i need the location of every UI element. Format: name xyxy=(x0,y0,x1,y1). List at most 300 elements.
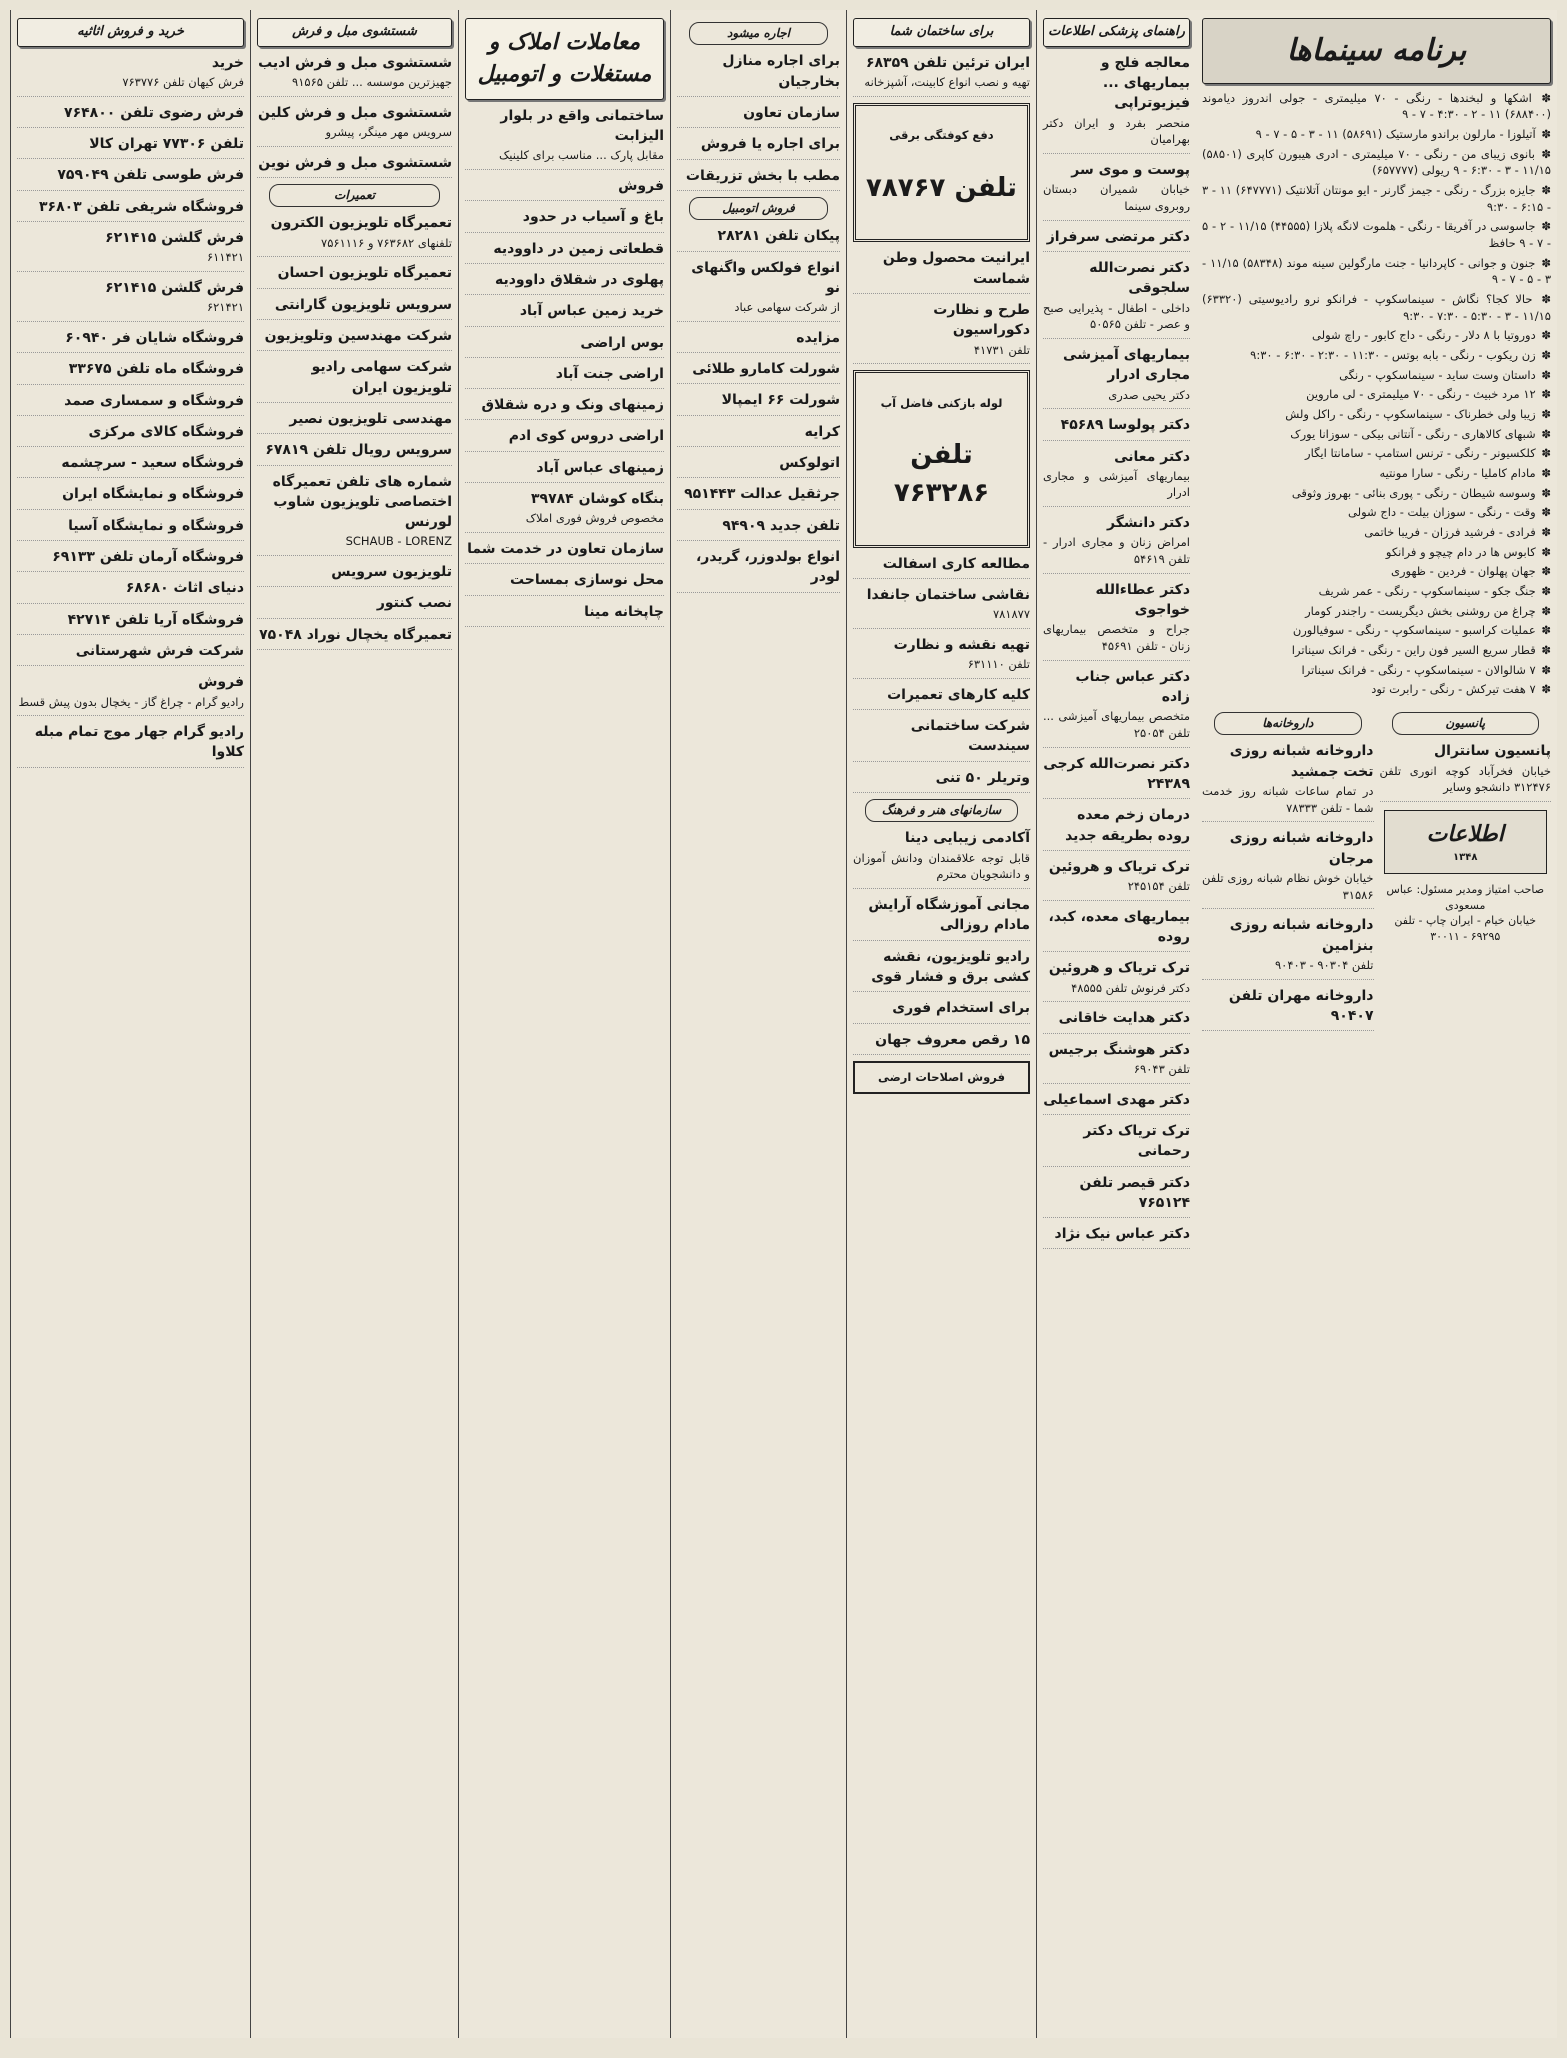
ad-item xyxy=(1043,580,1190,661)
cinema-listing xyxy=(1202,218,1551,251)
ad-title: شورلت ۶۶ ایمپالا xyxy=(721,392,840,409)
ad-title: جرثقیل عدالت ۹۵۱۴۴۳ xyxy=(684,486,840,503)
cinema-listing-text: داستان وست ساید - سینماسکوپ - رنگی xyxy=(1339,367,1536,382)
star-icon: ✽ xyxy=(1537,564,1551,579)
section-header-cinema: برنامه سینماها xyxy=(1202,18,1551,84)
ad-item xyxy=(853,635,1030,679)
ad-title: دفع کوفتگی برقی xyxy=(889,128,994,143)
ad-item xyxy=(465,602,664,627)
ad-title: فروشگاه آریا تلفن ۴۲۷۱۴ xyxy=(67,611,244,628)
ad-title: دکتر پولوسا ۴۵۶۸۹ xyxy=(1060,417,1190,434)
ad-item xyxy=(17,453,244,478)
ad-text: بیماریهای آمیزشی و مجاری ادرار xyxy=(1043,468,1190,500)
ad-title: فرش رضوی تلفن ۷۶۴۸۰۰ xyxy=(64,104,244,121)
star-icon: ✽ xyxy=(1537,485,1551,500)
ad-title: فرش طوسی تلفن ۷۵۹۰۴۹ xyxy=(57,167,244,184)
logo-year: ۱۳۴۸ xyxy=(1453,851,1478,863)
ad-item xyxy=(1043,1008,1190,1033)
star-icon: ✽ xyxy=(1537,387,1551,402)
ad-title: شرکت سهامی رادیو تلویزیون ایران xyxy=(311,359,452,396)
ad-title: شرکت فرش شهرستانی xyxy=(75,642,244,659)
ad-text: مخصوص فروش فوری املاک xyxy=(525,511,664,526)
ad-item xyxy=(1043,1121,1190,1167)
ad-item xyxy=(17,610,244,635)
ad-title: چاپخانه مینا xyxy=(584,603,664,620)
ad-title: سازمان تعاون xyxy=(743,104,840,121)
cinema-listing xyxy=(1202,662,1551,679)
ad-item xyxy=(677,103,840,128)
ad-title: اراضی دروس کوی ادم xyxy=(508,428,664,445)
ad-item xyxy=(17,359,244,384)
ad-title: داروخانه شبانه روزی تخت جمشید xyxy=(1229,743,1374,780)
section-header-cleaning: شستشوی مبل و فرش xyxy=(257,18,452,47)
cinema-listing-text: ۱۲ مرد خبیث - رنگی - ۷۰ میلیمتری - لی ماروین xyxy=(1306,387,1536,402)
ad-item xyxy=(465,301,664,326)
pharmacy-block xyxy=(1202,706,1374,1037)
ad-item xyxy=(257,295,452,320)
ad-item xyxy=(677,258,840,322)
ad-title: نصب کنتور xyxy=(376,595,452,612)
ad-title: تعمیرگاه تلویزیون احسان xyxy=(277,265,452,282)
ad-item xyxy=(853,1030,1030,1055)
ad-text: SCHAUB - LORENZ xyxy=(345,534,452,549)
ad-item xyxy=(257,153,452,178)
ad-item xyxy=(1043,958,1190,1002)
ad-title: داروخانه شبانه روزی مرجان xyxy=(1229,830,1374,867)
ad-title: دکتر عطاءالله خواجوی xyxy=(1095,581,1190,619)
ad-item xyxy=(17,165,244,190)
ad-title: دنیای اثاث ۶۸۶۸۰ xyxy=(125,580,244,597)
ad-item xyxy=(17,722,244,768)
tv-ads xyxy=(257,213,452,650)
cinema-listing-text: ۷ هفت تیرکش - رنگی - رابرت تود xyxy=(1371,682,1536,697)
ad-item xyxy=(853,53,1030,97)
ad-item xyxy=(257,213,452,257)
art-ads xyxy=(853,828,1030,1054)
ad-title: دکتر نصرت‌الله سلجوقی xyxy=(1089,260,1190,297)
ad-item xyxy=(1202,828,1374,909)
ad-item xyxy=(257,562,452,587)
ad-item xyxy=(853,895,1030,941)
ad-item xyxy=(677,516,840,541)
section-header-art: سازمانهای هنر و فرهنگ xyxy=(865,799,1018,822)
ad-item xyxy=(1043,513,1190,574)
rental-ads xyxy=(677,51,840,190)
star-icon: ✽ xyxy=(1537,446,1551,461)
cinema-listing-text: کابوس ها در دام چیچو و فرانکو xyxy=(1385,544,1536,559)
cinema-listing xyxy=(1202,182,1551,215)
ad-item xyxy=(853,828,1030,889)
ad-title: بوس اراضی xyxy=(580,334,664,351)
ad-title: لوله بازکنی فاضل آب xyxy=(880,395,1003,410)
ad-title: فرش گلشن ۶۲۱۴۱۵ xyxy=(105,279,244,296)
star-icon: ✽ xyxy=(1537,219,1551,234)
ad-item xyxy=(17,578,244,603)
ad-text: ۶۲۱۴۲۱ xyxy=(206,300,244,315)
ad-text: تلفن ۷۸۷۶۷ xyxy=(866,172,1017,203)
ad-item xyxy=(677,166,840,191)
ad-title: کلیه کارهای تعمیرات xyxy=(887,686,1030,703)
ad-title: دکتر عباس جناب زاده xyxy=(1075,668,1190,706)
ad-title: اراضی جنت آباد xyxy=(555,365,664,382)
ad-title: فروشگاه و نمایشگاه ایران xyxy=(62,486,244,503)
section-header-furniture: خرید و فروش اثاثیه xyxy=(17,18,244,47)
ad-item xyxy=(677,453,840,478)
ad-item xyxy=(465,570,664,595)
ad-text: رادیو گرام - چراغ گاز - یخچال بدون پیش قسط xyxy=(18,694,244,709)
section-header-pharmacy: داروخانه‌ها xyxy=(1214,712,1362,735)
ad-text: تلفن ۹۰۳۰۴ - ۹۰۴۰۳ xyxy=(1275,957,1374,972)
cinema-listing xyxy=(1202,544,1551,561)
ad-item xyxy=(1202,915,1374,979)
star-icon: ✽ xyxy=(1533,90,1552,105)
ad-item xyxy=(465,426,664,451)
section-header-doctors: راهنمای پزشکی اطلاعات xyxy=(1043,18,1190,47)
cinema-listing xyxy=(1202,681,1551,698)
column-building-art xyxy=(846,10,1036,2038)
cinema-listing xyxy=(1202,426,1551,443)
pension-text: خیابان فخرآباد کوچه انوری تلفن ۳۱۲۴۷۶ دانشجو وسایر xyxy=(1379,763,1551,795)
ad-title: انواع بولدوزر، گریدر، لودر xyxy=(695,548,840,586)
ad-item xyxy=(257,357,452,403)
ad-item xyxy=(17,197,244,222)
cinema-listing xyxy=(1202,386,1551,403)
ad-title: فروشگاه آرمان تلفن ۶۹۱۳۳ xyxy=(52,549,244,566)
ad-title: شورلت کامارو طلائی xyxy=(692,361,840,378)
ad-title: خرید xyxy=(211,54,244,71)
ad-item xyxy=(257,53,452,97)
ad-item xyxy=(1202,741,1374,822)
ad-text: ۷۸۱۸۷۷ xyxy=(992,607,1030,622)
ad-title: مجانی آموزشگاه آرایش مادام روزالی xyxy=(868,897,1030,934)
ad-title: ۱۵ رقص معروف جهان xyxy=(875,1031,1030,1048)
ad-item xyxy=(465,539,664,564)
ad-title: مزایده xyxy=(796,329,840,346)
cinema-listing-text: مادام کاملیا - رنگی - سارا مونتیه xyxy=(1379,465,1536,480)
ad-item xyxy=(17,328,244,353)
ad-item xyxy=(677,422,840,447)
pharmacy-ads xyxy=(1202,741,1374,1031)
cinema-listing xyxy=(1202,367,1551,384)
ad-title: شستشوی مبل و فرش نوین xyxy=(258,154,452,171)
ad-title: ایران ترئین تلفن ۶۸۳۵۹ xyxy=(865,54,1030,71)
car-ads xyxy=(677,226,840,592)
star-icon: ✽ xyxy=(1537,682,1551,697)
ad-item xyxy=(677,51,840,97)
cinema-listing-text: جنون و جوانی - کاپردانیا - جنت مارگولین سینه موند (۵۸۳۴۸) ۱۱/۱۵ - ۳ - ۵ - ۷ - ۹ xyxy=(1202,255,1551,287)
star-icon: ✽ xyxy=(1537,505,1551,520)
star-icon: ✽ xyxy=(1537,465,1551,480)
section-header-pension: پانسیون xyxy=(1392,712,1540,735)
ad-item xyxy=(257,326,452,351)
ad-text: تلفن ۲۴۵۱۵۴ xyxy=(1127,879,1190,894)
ad-text: تلفنهای ۷۶۳۶۸۲ و ۷۵۶۱۱۱۶ xyxy=(321,235,452,250)
ad-item xyxy=(465,270,664,295)
ad-title: فروشگاه سعید - سرچشمه xyxy=(61,455,244,472)
ad-title: کرایه xyxy=(804,423,840,440)
ad-item xyxy=(853,716,1030,762)
cinema-listing-text: حالا کجا؟ نگاش - سینماسکوپ - فرانکو نرو رادیوسیتی (۶۳۳۲۰) ۱۱/۱۵ - ۳ - ۵:۳۰ - ۷:۳۰ - ۹:۳۰ xyxy=(1202,291,1551,323)
ad-title: فروشگاه کالای مرکزی xyxy=(88,423,244,440)
ad-item xyxy=(257,625,452,650)
ad-title: تعمیرگاه تلویزیون الکترون xyxy=(270,215,452,232)
star-icon: ✽ xyxy=(1537,406,1551,421)
ad-text: خیابان خوش نظام شبانه روزی تلفن ۳۱۵۸۶ xyxy=(1202,870,1374,902)
land-reform-box: فروش اصلاحات ارضی xyxy=(853,1061,1030,1094)
ad-item xyxy=(853,998,1030,1023)
ad-item xyxy=(853,554,1030,579)
ad-item xyxy=(853,248,1030,294)
cinema-listing xyxy=(1202,465,1551,482)
star-icon: ✽ xyxy=(1537,126,1551,141)
ad-title: دکتر هدایت خاقانی xyxy=(1058,1010,1190,1027)
ad-title: تلفن جدید ۹۴۹۰۹ xyxy=(722,517,840,534)
cinema-listing xyxy=(1202,445,1551,462)
ad-item xyxy=(1043,805,1190,851)
ad-text: جهیزترین موسسه ... تلفن ۹۱۵۶۵ xyxy=(292,75,452,90)
ad-title: ترک تریاک دکتر رحمانی xyxy=(1083,1122,1190,1160)
cinema-listings xyxy=(1202,90,1551,699)
ad-item xyxy=(257,409,452,434)
section-header-realestate: معاملات املاک و مستغلات و اتومبیل xyxy=(465,18,664,100)
ad-title: باغ و آسیاب در حدود xyxy=(522,209,664,226)
cinema-listing-text: وقت - رنگی - سوزان بیلت - داج شولی xyxy=(1348,505,1536,520)
ad-text: دکتر یحیی صدری xyxy=(1108,387,1190,402)
ad-item xyxy=(465,489,664,533)
ad-title: آکادمی زیبایی دینا xyxy=(904,830,1030,847)
ad-text: تهیه و نصب انواع کابینت، آشپزخانه xyxy=(864,75,1030,90)
section-header-building: برای ساختمان شما xyxy=(853,18,1030,47)
ad-title: فروشگاه و سمساری صمد xyxy=(64,392,244,409)
newspaper-logo xyxy=(1384,810,1548,874)
ad-item xyxy=(677,226,840,251)
ad-title: مطالعه کاری اسفالت xyxy=(882,555,1030,572)
cinema-listing-text: جاسوسی در آفریقا - رنگی - هلموت لانگه پلازا (۴۴۵۵۵) ۱۱/۱۵ - ۲ - ۵ - ۷ - ۹ حافظ xyxy=(1202,219,1551,250)
cinema-listing xyxy=(1202,603,1551,620)
ad-title: مهندسی تلویزیون نصیر xyxy=(289,410,452,427)
ad-title: شماره های تلفن تعمیرگاه اختصاصی تلویزیون شاوب لورنس xyxy=(272,473,452,531)
publisher-name: صاحب امتیاز ومدیر مسئول: عباس مسعودی xyxy=(1386,883,1545,912)
cinema-listing-text: وسوسه شیطان - رنگی - پوری بنائی - بهروز وثوقی xyxy=(1291,485,1536,500)
ad-item xyxy=(1043,447,1190,508)
logo-text: اطلاعات xyxy=(1426,822,1504,848)
ad-title: پیکان تلفن ۲۸۲۸۱ xyxy=(717,228,840,245)
ad-text: خیابان شمیران دبستان روبروی سینما xyxy=(1043,182,1190,214)
cinema-listing-text: جنگ جکو - سینماسکوپ - رنگی - عمر شریف xyxy=(1318,583,1536,598)
cinema-listing-text: شبهای کالاهاری - رنگی - آنتانی بیکی - سوزانا یورک xyxy=(1290,426,1536,441)
ad-item xyxy=(677,134,840,159)
ad-item xyxy=(17,53,244,97)
ad-text: فرش کیهان تلفن ۷۶۳۷۷۶ xyxy=(122,75,244,90)
star-icon: ✽ xyxy=(1537,662,1551,677)
cinema-listing-text: اشکها و لبخندها - رنگی - ۷۰ میلیمتری - جولی اندروز دیاموند (۶۸۸۴۰۰) ۱۱ - ۲ - ۴:۳۰ - ۷ - ۹ xyxy=(1202,90,1551,122)
ad-item xyxy=(1043,1224,1190,1249)
ad-item xyxy=(257,263,452,288)
ad-text: قابل توجه علاقمندان ودانش آموزان و دانشجویان محترم xyxy=(853,850,1030,882)
star-icon: ✽ xyxy=(1537,367,1551,382)
ad-title: شستشوی مبل و فرش کلین xyxy=(257,104,452,121)
ad-item xyxy=(1043,907,1190,953)
ad-title: دکتر مهدی اسماعیلی xyxy=(1043,1091,1190,1108)
ad-item xyxy=(465,106,664,170)
ad-text: تلفن ۷۶۳۲۸۶ xyxy=(893,440,990,508)
cinema-listing xyxy=(1202,642,1551,659)
star-icon: ✽ xyxy=(1537,623,1551,638)
ad-item xyxy=(257,472,452,557)
star-icon: ✽ xyxy=(1537,583,1551,598)
ad-item xyxy=(853,103,1030,243)
ad-title: تلویزیون سرویس xyxy=(331,564,452,581)
cinema-listing xyxy=(1202,327,1551,344)
doctor-ads xyxy=(1043,53,1190,1250)
ad-title: تعمیرگاه یخچال نوراد ۷۵۰۴۸ xyxy=(259,626,452,643)
ad-text: دکتر فرنوش تلفن ۴۸۵۵۵ xyxy=(1071,980,1190,995)
ad-title: وتریلر ۵۰ تنی xyxy=(935,769,1030,786)
ad-title: تلفن ۷۷۳۰۶ تهران کالا xyxy=(89,136,244,153)
building-ads xyxy=(853,53,1030,793)
ad-item xyxy=(17,641,244,666)
cinema-listing-text: جایزه بزرگ - رنگی - جیمز گارنر - ایو مونتان آتلانتیک (۶۴۷۷۷۱) ۱۱ - ۳ - ۶:۱۵ - ۹:۳۰ xyxy=(1202,182,1551,214)
ad-title: تهیه نقشه و نظارت xyxy=(893,636,1030,653)
ad-text: منحصر بفرد و ایران دکتر بهرامیان xyxy=(1043,115,1190,147)
pension-ad xyxy=(1380,741,1552,802)
ad-title: معالجه فلج و بیماریهای ... فیزیوتراپی xyxy=(1100,54,1190,112)
ad-title: پوست و موی سر xyxy=(1071,162,1190,179)
ad-item xyxy=(465,207,664,232)
ad-title: شرکت مهندسین وتلویزیون xyxy=(264,328,452,345)
cinema-listing-text: ۷ شالوالان - سینماسکوپ - رنگی - فرانک سیناترا xyxy=(1301,662,1536,677)
ad-title: دکتر نصرت‌الله کرجی ۲۴۳۸۹ xyxy=(1043,755,1190,792)
ad-title: سازمان تعاون در خدمت شما xyxy=(467,540,664,557)
cinema-listing-text: کلکسیونر - رنگی - ترنس استامپ - سامانتا ایگار xyxy=(1305,446,1536,461)
ad-item xyxy=(853,768,1030,793)
ad-item xyxy=(1043,53,1190,154)
ad-item xyxy=(1043,160,1190,221)
realestate-ads xyxy=(465,106,664,627)
cinema-listing-text: قطار سریع السیر فون راین - رنگی - فرانک سیناترا xyxy=(1291,642,1536,657)
star-icon: ✽ xyxy=(1537,182,1551,197)
pension-title: پانسیون سانترال xyxy=(1434,743,1551,760)
ad-item xyxy=(17,103,244,128)
ad-title: طرح و نظارت دکوراسیون xyxy=(933,302,1030,339)
ad-text: ۶۱۱۴۲۱ xyxy=(206,250,244,265)
cinema-listing xyxy=(1202,563,1551,580)
ad-item xyxy=(257,593,452,618)
column-cleaning-tv xyxy=(250,10,458,2038)
publisher-address: خیابان خیام - ایران چاپ - تلفن ۶۹۲۹۵ - ۳۰۰۱۱ xyxy=(1394,914,1537,943)
ad-title: نقاشی ساختمان جانفدا xyxy=(866,586,1030,603)
section-header-tv: تعمیرات xyxy=(269,184,440,207)
section-header-rental: اجاره میشود xyxy=(689,22,828,45)
ad-title: زمینهای ونک و دره شقلاق xyxy=(481,397,664,414)
ad-item xyxy=(853,685,1030,710)
star-icon: ✽ xyxy=(1537,426,1551,441)
ad-title: خرید زمین عباس آباد xyxy=(519,303,664,320)
ad-item xyxy=(677,359,840,384)
ad-title: بنگاه کوشان ۳۹۷۸۴ xyxy=(530,491,664,508)
star-icon: ✽ xyxy=(1534,291,1551,306)
cinema-listing-text: چراغ من روشنی بخش دیگریست - راجندر کومار xyxy=(1305,603,1536,618)
column-furniture xyxy=(10,10,250,2038)
cinema-listing-text: آتیلوزا - مارلون براندو مارستیک (۵۸۶۹۱) ۱۱ - ۳ - ۵ - ۷ - ۹ xyxy=(1255,126,1536,141)
ad-title: مطب با بخش تزریقات xyxy=(685,167,840,184)
ad-item xyxy=(677,390,840,415)
cinema-listing xyxy=(1202,504,1551,521)
ad-item xyxy=(1202,986,1374,1032)
ad-title: رادیو تلویزیون، نقشه کشی برق و فشار قوی xyxy=(871,948,1030,985)
ad-title: قطعاتی زمین در داوودیه xyxy=(493,240,664,257)
ad-title: سرویس تلویزیون گارانتی xyxy=(274,296,452,313)
ad-item xyxy=(853,370,1030,547)
cinema-listing xyxy=(1202,347,1551,364)
cinema-listing xyxy=(1202,406,1551,423)
ad-title: دکتر قیصر تلفن ۷۶۵۱۲۴ xyxy=(1079,1174,1190,1211)
ad-item xyxy=(1043,345,1190,409)
ad-item xyxy=(17,516,244,541)
ad-item xyxy=(1043,1090,1190,1115)
ad-title: دکتر مرتضی سرفراز xyxy=(1046,228,1190,245)
ad-item xyxy=(465,458,664,483)
ad-item xyxy=(17,228,244,272)
cinema-listing xyxy=(1202,126,1551,143)
ad-title: فرش گلشن ۶۲۱۴۱۵ xyxy=(105,230,244,246)
ad-title: دکتر هوشنگ برجیس xyxy=(1048,1041,1190,1058)
ad-item xyxy=(853,947,1030,993)
ad-title: محل نوسازی بمساحت xyxy=(509,572,664,589)
newspaper-page xyxy=(10,10,1557,2038)
ad-item xyxy=(1043,227,1190,252)
ad-item xyxy=(853,585,1030,629)
cleaning-ads xyxy=(257,53,452,178)
ad-item xyxy=(465,333,664,358)
ad-title: فروشگاه شریفی تلفن ۳۶۸۰۳ xyxy=(39,198,244,215)
ad-title: فروشگاه و نمایشگاه آسیا xyxy=(68,517,244,534)
ad-title: فروش xyxy=(198,674,244,691)
cinema-listing-text: فرادی - فرشید فرزان - فریبا خاتمی xyxy=(1364,524,1536,539)
column-rental-cars xyxy=(670,10,846,2038)
cinema-listing-text: زن ریکوب - رنگی - بابه بوتس - ۱۱:۳۰ - ۲:۳۰ - ۶:۳۰ - ۹:۳۰ xyxy=(1250,347,1536,362)
star-icon: ✽ xyxy=(1537,524,1551,539)
ad-item xyxy=(1043,415,1190,440)
column-doctors xyxy=(1036,10,1196,2038)
cinema-listing-text: عملیات کراسبو - سینماسکوپ - رنگی - سوفیالورن xyxy=(1292,623,1536,638)
cinema-listing-text: بانوی زیبای من - رنگی - ۷۰ میلیمتری - ادری هیبورن کاپری (۵۸۵۰۱) ۱۱/۱۵ - ۳ - ۶:۳۰ - ۹ ریولی (۶۵۷۷۷۷) xyxy=(1202,146,1551,178)
bottom-section xyxy=(1202,706,1551,1037)
ad-item xyxy=(17,672,244,716)
section-header-cars: فروش اتومبیل xyxy=(689,197,828,220)
ad-title: فروشگاه شایان فر ۶۰۹۴۰ xyxy=(65,329,244,346)
ad-title: شرکت ساختمانی سیندست xyxy=(910,718,1030,755)
star-icon: ✽ xyxy=(1537,255,1551,270)
ad-title: بیماریهای معده، کبد، روده xyxy=(1048,908,1190,946)
ad-title: اتولوکس xyxy=(779,455,840,472)
ad-item xyxy=(1043,857,1190,901)
ad-title: برای استخدام فوری xyxy=(892,1000,1030,1017)
cinema-listing xyxy=(1202,255,1551,288)
column-cinema xyxy=(1196,10,1557,2038)
ad-title: شستشوی مبل و فرش ادیب xyxy=(258,54,452,71)
ad-item xyxy=(257,103,452,147)
ad-item xyxy=(17,484,244,509)
cinema-listing-text: دوروتیا با ۸ دلار - رنگی - داج کابور - راچ شولی xyxy=(1312,328,1536,343)
ad-title: فروش xyxy=(618,178,664,195)
ad-title: برای اجاره منازل بخارجیان xyxy=(722,53,840,90)
ad-item xyxy=(17,422,244,447)
ad-title: داروخانه مهران تلفن ۹۰۴۰۷ xyxy=(1228,987,1374,1024)
ad-item xyxy=(17,134,244,159)
ad-title: فروشگاه ماه تلفن ۳۳۶۷۵ xyxy=(68,361,244,378)
cinema-listing xyxy=(1202,146,1551,179)
